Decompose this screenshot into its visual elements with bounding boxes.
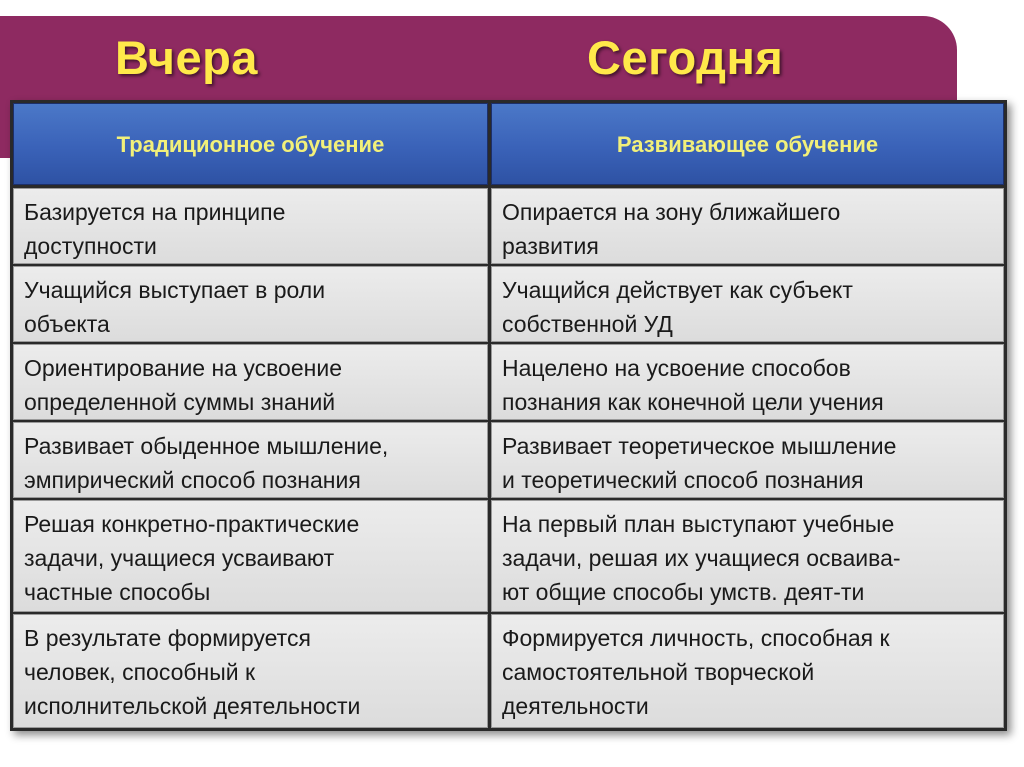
table-cell-traditional: Базируется на принципе доступности [13, 188, 488, 264]
table-cell-traditional: Развивает обыденное мышление, эмпирический способ познания [13, 422, 488, 498]
comparison-table [10, 100, 1007, 731]
table-cell-developing: Развивает теоретическое мышление и теоретический способ познания [491, 422, 1004, 498]
table-cell-developing: Нацелено на усвоение способов познания как конечной цели учения [491, 344, 1004, 420]
table-cell-developing: На первый план выступают учебные задачи, решая их учащиеся осваива- ют общие способы умств. деят-ти [491, 500, 1004, 612]
column-header-developing: Развивающее обучение [491, 103, 1004, 185]
table-cell-developing: Учащийся действует как субъект собственной УД [491, 266, 1004, 342]
heading-yesterday: Вчера [115, 31, 258, 84]
column-header-traditional: Традиционное обучение [13, 103, 488, 185]
heading-today: Сегодня [587, 31, 784, 84]
table-cell-developing: Формируется личность, способная к самостоятельной творческой деятельности [491, 614, 1004, 728]
table-cell-traditional: Ориентирование на усвоение определенной суммы знаний [13, 344, 488, 420]
table-cell-traditional: В результате формируется человек, способный к исполнительской деятельности [13, 614, 488, 728]
table-cell-traditional: Решая конкретно-практические задачи, учащиеся усваивают частные способы [13, 500, 488, 612]
table-cell-traditional: Учащийся выступает в роли объекта [13, 266, 488, 342]
table-cell-developing: Опирается на зону ближайшего развития [491, 188, 1004, 264]
